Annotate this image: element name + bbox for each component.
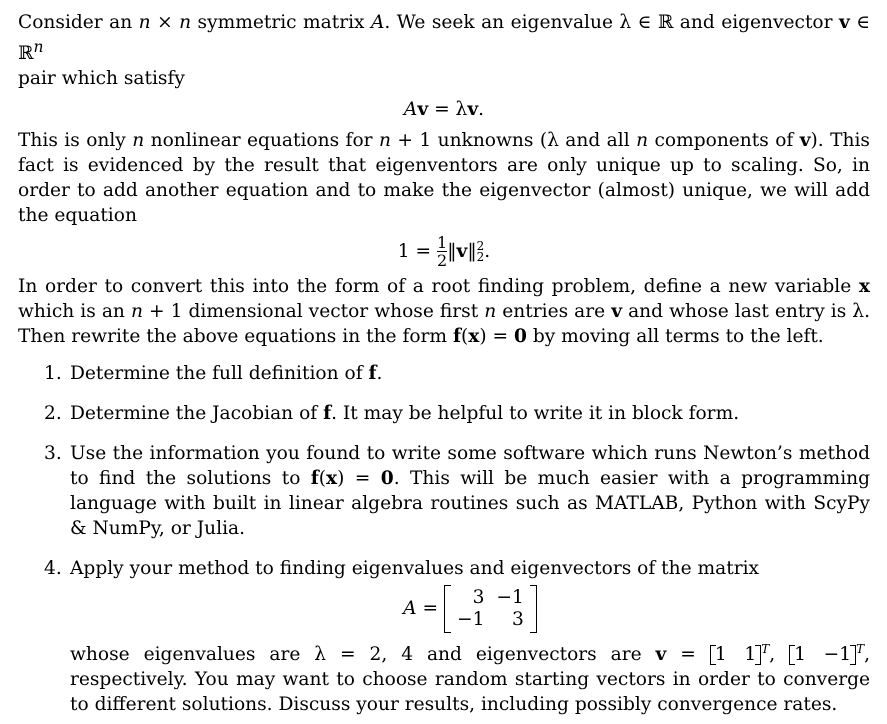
matrix-A: 3 −1 −1 3 bbox=[444, 585, 537, 633]
equation-normalization: 1 = $\frac{1}{2}$ ‖v‖ 2 2 . bbox=[397, 233, 491, 271]
list-item: 3. Use the information you found to write some software which runs Newton’s method to find the solutions to f(x) = 0. This will be much easier with a programming language with built in linear algebra routines such as MATLAB, Python with ScyPy & NumPy, or Julia. bbox=[44, 443, 871, 540]
list-item: 2. Determine the Jacobian of f. It may be helpful to write it in block form. bbox=[44, 403, 740, 425]
matrix-equation: A = 3 −1 −1 3 bbox=[70, 585, 870, 633]
problem-text bbox=[18, 10, 870, 717]
intro-paragraph: Consider an n × n symmetric matrix A. We seek an eigenvalue λ ∈ ℝ and eigenvector v ∈ ℝ$^n$ pair which satisfy bbox=[18, 12, 870, 90]
equation-eigen: Av = λv. bbox=[403, 99, 485, 121]
list-item: 4. Apply your method to finding eigenvalues and eigenvectors of the matrix A = 3 −1 −1 3 whose eigenvalues are λ = 2, 4 and eigenvectors are v = 1 1 $^T$, 1 −1 $^T$, respectively. You may want to choose random starting vectors in order to converge to different solutions. Discuss your results, including possibly convergence rates. bbox=[44, 558, 870, 716]
item4-tail: whose eigenvalues are λ = 2, 4 and eigenvectors are v = 1 1 $^T$, 1 −1 $^T$, respectively. You may want to choose random starting vectors in order to converge to different solutions. Discuss your results, including possibly convergence rates. bbox=[70, 642, 870, 716]
list-item: 1. Determine the full definition of f. bbox=[44, 363, 383, 385]
task-list bbox=[18, 361, 870, 717]
paragraph-root-finding: In order to convert this into the form of a root finding problem, define a new variable x which is an n + 1 dimensional vector whose first n entries are v and whose last entry is λ. Then rewrite the above equations in the form f(x) = 0 by moving all terms to the left. bbox=[18, 276, 870, 348]
paragraph-constraint: This is only n nonlinear equations for n + 1 unknowns (λ and all n components of v). This fact is evidenced by the result that eigenventors are only unique up to scaling. So, in order to add another equation and to make the eigenvector (almost) unique, we will add the equation bbox=[18, 130, 870, 227]
